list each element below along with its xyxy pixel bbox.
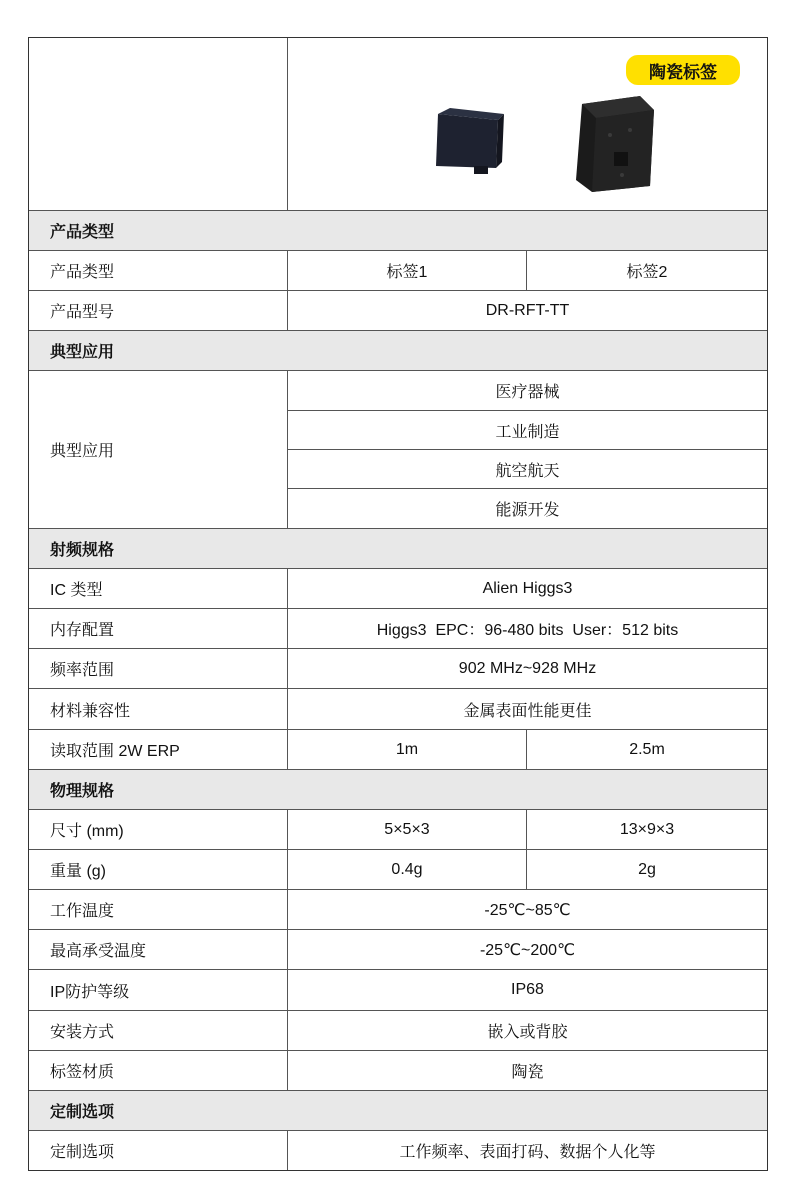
row-label: 内存配置 bbox=[29, 609, 288, 648]
row-value-1: 1m bbox=[288, 730, 527, 769]
tag2-image bbox=[570, 90, 670, 200]
row-value-2: 标签2 bbox=[626, 264, 668, 281]
section-title: 产品类型 bbox=[29, 211, 767, 250]
application-list bbox=[288, 371, 767, 528]
row-value: -25℃~200℃ bbox=[479, 941, 576, 959]
section-application bbox=[29, 330, 767, 370]
section-custom bbox=[29, 1090, 767, 1130]
row-weight bbox=[29, 849, 767, 889]
row-size bbox=[29, 809, 767, 849]
section-physical bbox=[29, 769, 767, 809]
image-row-empty-label bbox=[29, 38, 288, 210]
row-label: 读取范围 2W ERP bbox=[29, 730, 288, 769]
row-label: IP防护等级 bbox=[29, 970, 288, 1010]
row-value: -25℃~85℃ bbox=[484, 901, 571, 919]
row-label: 安装方式 bbox=[29, 1011, 288, 1050]
row-value-1: 5×5×3 bbox=[288, 810, 527, 849]
application-item: 工业制造 bbox=[288, 410, 767, 449]
row-value: Alien Higgs3 bbox=[482, 579, 573, 597]
row-ip bbox=[29, 969, 767, 1010]
section-product-type bbox=[29, 210, 767, 250]
row-work-temp bbox=[29, 889, 767, 929]
section-title: 射频规格 bbox=[29, 529, 767, 568]
application-item: 医疗器械 bbox=[495, 384, 560, 401]
row-label: 频率范围 bbox=[29, 649, 288, 688]
row-value-2: 13×9×3 bbox=[619, 820, 675, 838]
row-label: 标签材质 bbox=[29, 1051, 288, 1090]
row-install bbox=[29, 1010, 767, 1050]
spec-table bbox=[28, 37, 768, 1171]
row-product-type bbox=[29, 250, 767, 290]
section-rf bbox=[29, 528, 767, 568]
row-read-range bbox=[29, 729, 767, 769]
row-model bbox=[29, 290, 767, 330]
section-title: 典型应用 bbox=[29, 331, 767, 370]
row-value-1: 0.4g bbox=[288, 850, 527, 889]
application-item: 能源开发 bbox=[288, 488, 767, 527]
row-value: 陶瓷 bbox=[511, 1064, 544, 1081]
product-image-cell bbox=[288, 38, 767, 210]
row-value: 金属表面性能更佳 bbox=[463, 702, 592, 720]
row-material bbox=[29, 1050, 767, 1090]
row-value: Higgs3 EPC：96-480 bits User：512 bits bbox=[376, 622, 679, 639]
row-memory bbox=[29, 608, 767, 648]
row-label: 尺寸 (mm) bbox=[29, 810, 288, 849]
row-label: 产品型号 bbox=[29, 291, 288, 330]
row-label: 最高承受温度 bbox=[29, 930, 288, 969]
row-frequency bbox=[29, 648, 767, 688]
row-label: 典型应用 bbox=[29, 371, 288, 528]
row-value-2: 2.5m bbox=[629, 740, 665, 758]
tag1-image bbox=[428, 106, 508, 186]
row-label: 定制选项 bbox=[29, 1131, 288, 1170]
row-value: DR-RFT-TT bbox=[485, 301, 570, 319]
row-label: 工作温度 bbox=[29, 890, 288, 929]
row-label: 产品类型 bbox=[29, 251, 288, 290]
row-label: IC 类型 bbox=[29, 569, 288, 608]
row-value: 工作频率、表面打码、数据个人化等 bbox=[399, 1144, 656, 1161]
row-compat bbox=[29, 688, 767, 729]
application-item: 航空航天 bbox=[288, 449, 767, 488]
row-label: 重量 (g) bbox=[29, 850, 288, 889]
row-value: IP68 bbox=[511, 981, 544, 998]
row-custom bbox=[29, 1130, 767, 1170]
row-value: 嵌入或背胶 bbox=[487, 1024, 568, 1041]
row-ic-type bbox=[29, 568, 767, 608]
row-application bbox=[29, 370, 767, 528]
ceramic-tag-badge: 陶瓷标签 bbox=[626, 55, 740, 85]
section-title: 定制选项 bbox=[29, 1091, 767, 1130]
row-max-temp bbox=[29, 929, 767, 969]
row-value-2: 2g bbox=[638, 860, 656, 878]
row-value-1: 标签1 bbox=[288, 251, 527, 290]
row-label: 材料兼容性 bbox=[29, 689, 288, 729]
section-title: 物理规格 bbox=[29, 770, 767, 809]
row-value: 902 MHz~928 MHz bbox=[458, 659, 597, 677]
image-row bbox=[29, 38, 767, 210]
